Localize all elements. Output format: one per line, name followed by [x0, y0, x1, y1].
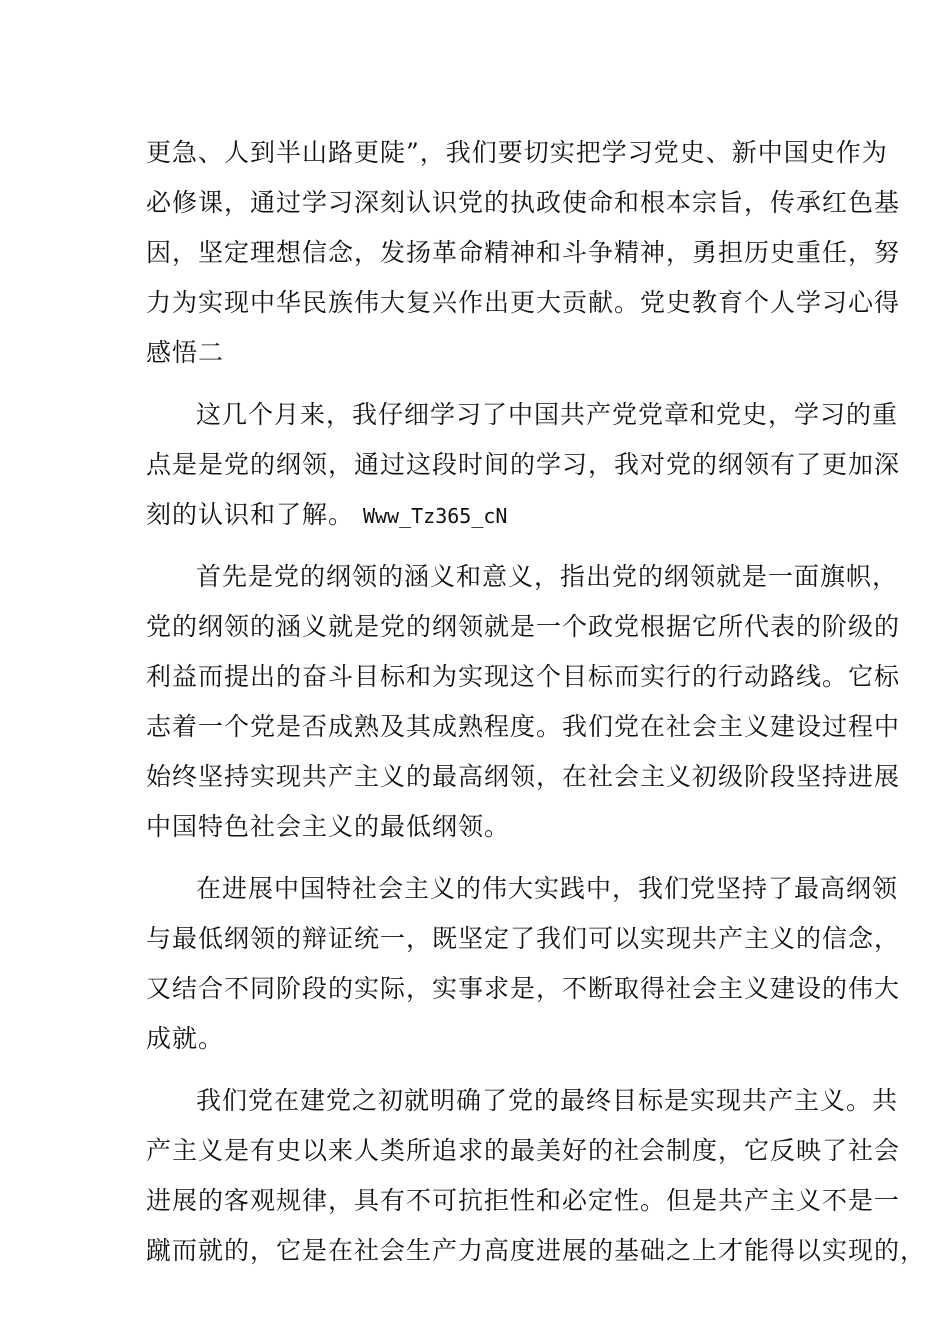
text-line: 又结合不同阶段的实际，实事求是，不断取得社会主义建设的伟大 — [146, 974, 901, 1003]
text-line — [146, 490, 816, 540]
text-line: 必修课，通过学习深刻认识党的执政使命和根本宗旨，传承红色基 — [146, 188, 901, 217]
text-line: 志着一个党是否成熟及其成熟程度。我们党在社会主义建设过程中 — [146, 712, 901, 741]
paragraph-5 — [146, 1076, 927, 1276]
paragraph-2 — [146, 390, 901, 540]
text-line: 首先是党的纲领的涵义和意义，指出党的纲领就是一面旗帜， — [196, 562, 899, 591]
text-line: 在进展中国特社会主义的伟大实践中，我们党坚持了最高纲领 — [196, 874, 899, 903]
text-line: 我们党在建党之初就明确了党的最终目标是实现共产主义。共 — [196, 1086, 899, 1115]
text-line: 利益而提出的奋斗目标和为实现这个目标而实行的行动路线。它标 — [146, 662, 901, 691]
paragraph-3 — [146, 552, 901, 852]
text-line: 产主义是有史以来人类所追求的最美好的社会制度，它反映了社会 — [146, 1136, 901, 1165]
text-line: 点是是党的纲领，通过这段时间的学习，我对党的纲领有了更加深 — [146, 450, 901, 479]
document-body — [146, 128, 927, 1276]
text-line: 始终坚持实现共产主义的最高纲领，在社会主义初级阶段坚持进展 — [146, 762, 901, 791]
text-line: 这几个月来，我仔细学习了中国共产党党章和党史，学习的重 — [196, 400, 899, 429]
paragraph-1 — [146, 128, 901, 378]
text-line: 党的纲领的涵义就是党的纲领就是一个政党根据它所代表的阶级的 — [146, 612, 901, 641]
text-line-content: 刻的认识和了解。 — [146, 500, 355, 529]
text-line: 因，坚定理想信念，发扬革命精神和斗争精神，勇担历史重任，努 — [146, 238, 901, 267]
text-line: 中国特色社会主义的最低纲领。 — [146, 812, 511, 841]
text-line: 与最低纲领的辩证统一，既坚定了我们可以实现共产主义的信念， — [146, 924, 901, 953]
text-line: 进展的客观规律，具有不可抗拒性和必定性。但是共产主义不是一 — [146, 1186, 901, 1215]
text-line: 力为实现中华民族伟大复兴作出更大贡献。党史教育个人学习心得 — [146, 288, 901, 317]
paragraph-4 — [146, 864, 901, 1064]
text-line: 蹴而就的，它是在社会生产力高度进展的基础之上才能得以实现的， — [146, 1236, 927, 1265]
source-watermark: Www_Tz365_cN — [362, 504, 508, 528]
text-line: 感悟二 — [146, 338, 225, 367]
text-line: 更急、人到半山路更陡”，我们要切实把学习党史、新中国史作为 — [146, 138, 888, 167]
text-line: 成就。 — [146, 1024, 225, 1053]
